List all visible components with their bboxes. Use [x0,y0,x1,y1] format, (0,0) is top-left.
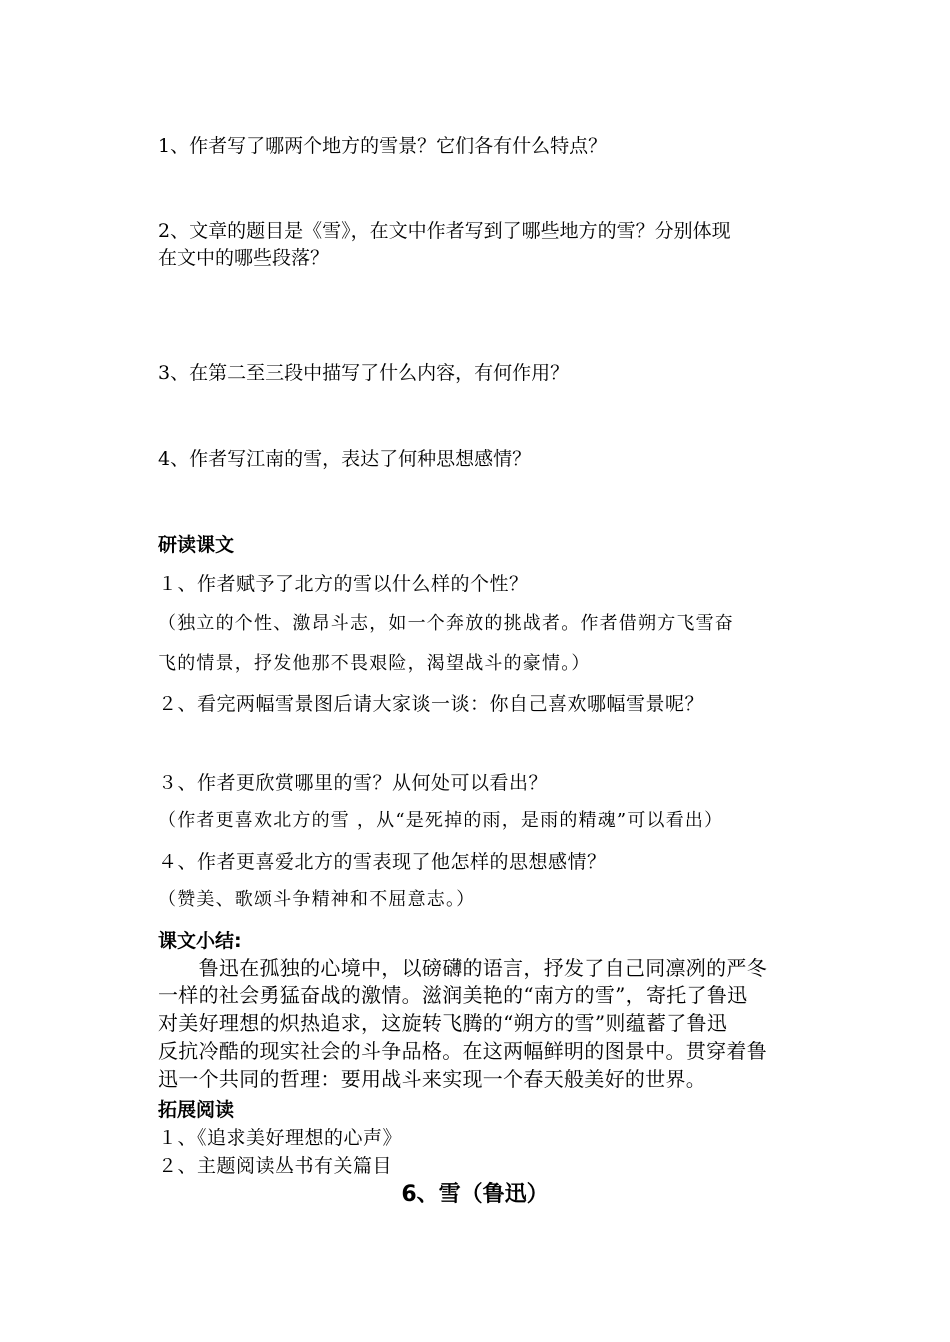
next-lesson-title: 6、雪（鲁迅） [401,1182,549,1207]
question-4: 4、作者写江南的雪，表达了何种思想感情？ [158,448,532,470]
extended-heading: 拓展阅读 [158,1099,235,1121]
study-answer-3: （作者更喜欢北方的雪 ，从“是死掉的雨，是雨的精魂”可以看出） [158,810,724,831]
study-answer-1-line-2: 飞的情景，抒发他那不畏艰险，渴望战斗的豪情。） [158,653,591,674]
study-answer-1-line-1: （独立的个性、激昂斗志，如一个奔放的挑战者。作者借朔方飞雪奋 [158,613,734,634]
question-2-line-1: 2、文章的题目是《雪》，在文中作者写到了哪些地方的雪？分别体现 [158,220,731,242]
study-item-2: ２、看完两幅雪景图后请大家谈一谈：你自己喜欢哪幅雪景呢？ [158,693,705,715]
question-3: 3、在第二至三段中描写了什么内容，有何作用？ [158,362,570,384]
summary-line-4: 反抗冷酷的现实社会的斗争品格。在这两幅鲜明的图景中。贯穿着鲁 [158,1039,767,1063]
question-1: 1、作者写了哪两个地方的雪景？它们各有什么特点？ [158,135,608,157]
study-item-1: １、作者赋予了北方的雪以什么样的个性？ [158,573,529,595]
summary-heading: 课文小结: [158,930,242,952]
summary-line-5: 迅一个共同的哲理：要用战斗来实现一个春天般美好的世界。 [158,1067,707,1091]
extended-item-2: ２、主题阅读丛书有关篇目 [158,1155,393,1177]
summary-line-1: 鲁迅在孤独的心境中，以磅礴的语言，抒发了自己同凛冽的严冬 [158,956,767,980]
question-2-line-2: 在文中的哪些段落？ [158,247,330,269]
study-item-4: ４、作者更喜爱北方的雪表现了他怎样的思想感情？ [158,851,607,873]
extended-item-1: １、《追求美好理想的心声》 [158,1127,403,1149]
study-answer-4: （赞美、歌颂斗争精神和不屈意志。） [158,889,476,910]
study-item-3: ３、作者更欣赏哪里的雪？从何处可以看出？ [158,772,549,794]
summary-line-2: 一样的社会勇猛奋战的激情。滋润美艳的“南方的雪”，寄托了鲁迅 [158,983,748,1007]
study-heading: 研读课文 [158,534,235,556]
summary-line-3: 对美好理想的炽热追求，这旋转飞腾的“朔方的雪”则蕴蓄了鲁迅 [158,1011,728,1035]
